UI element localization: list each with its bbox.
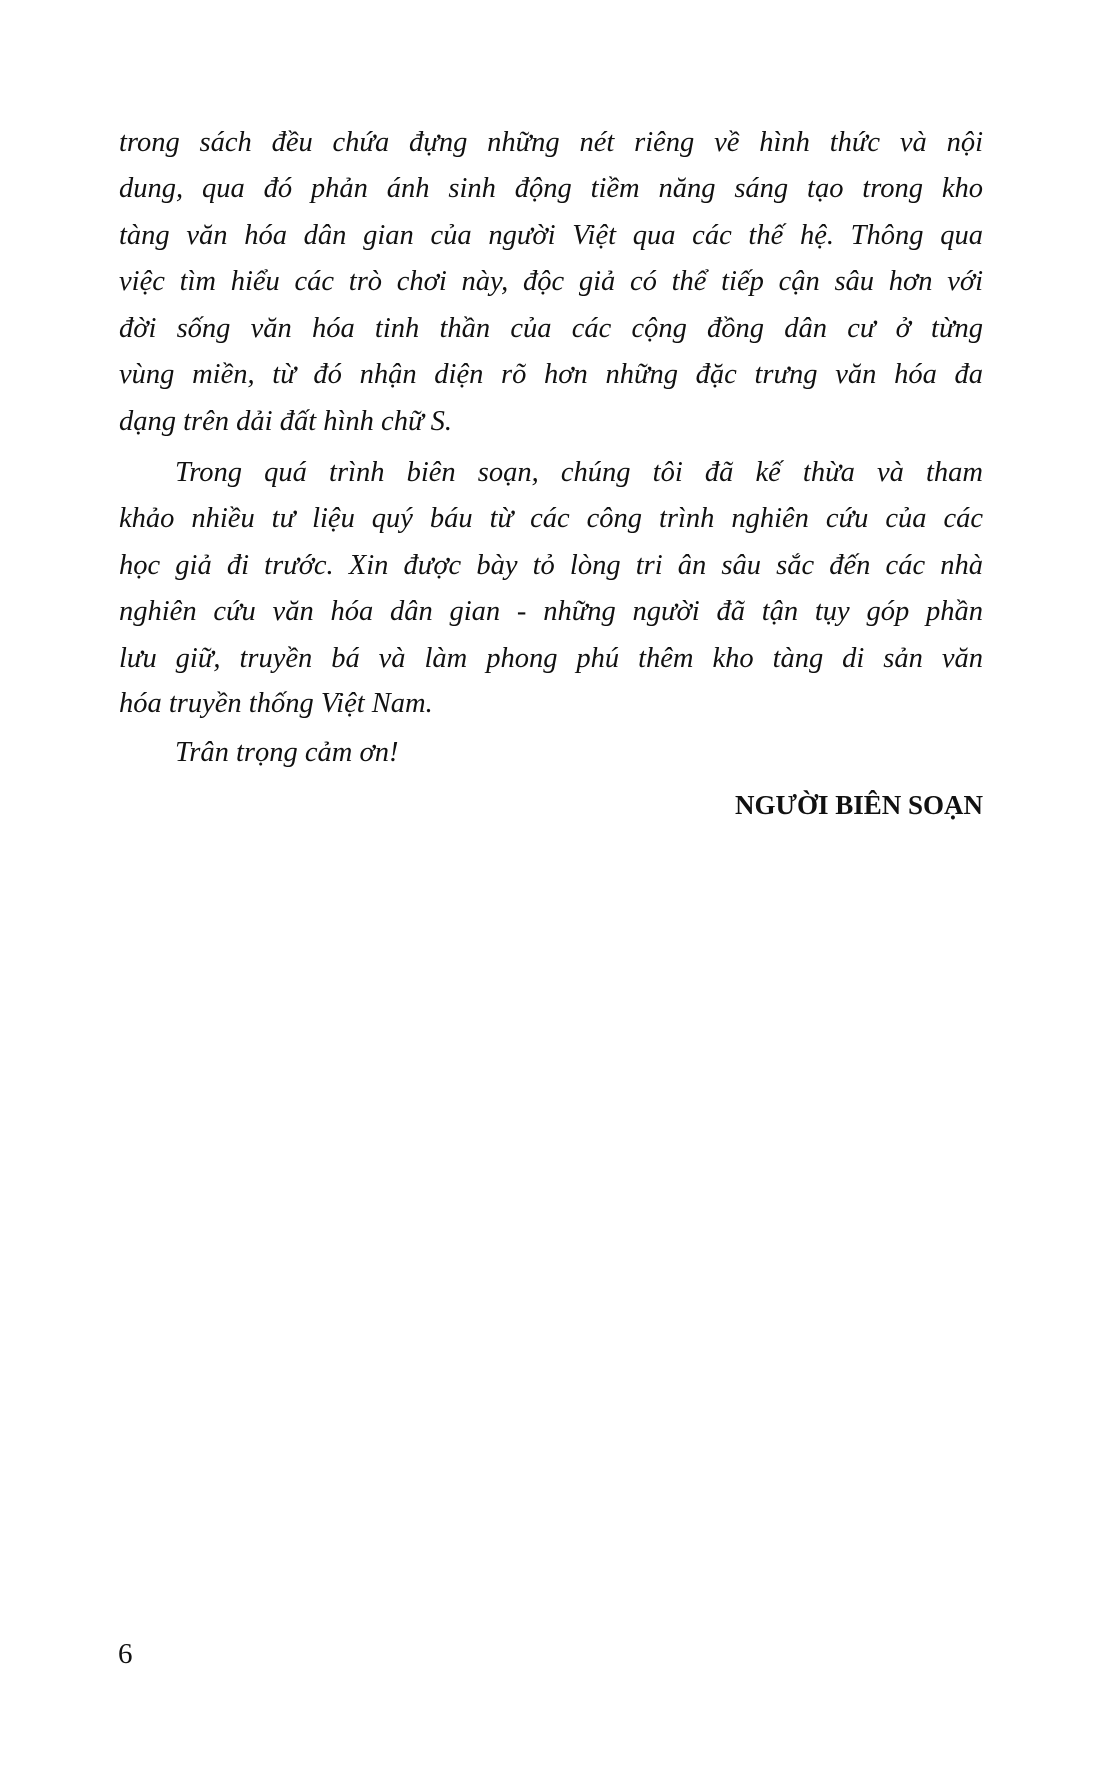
author-signature: NGƯỜI BIÊN SOẠN xyxy=(734,790,983,820)
text-line: đời sống văn hóa tinh thần của các cộng đồng dân cư ở từng xyxy=(119,313,983,344)
text-line: tàng văn hóa dân gian của người Việt qua các thế hệ. Thông qua xyxy=(119,220,983,251)
text-line: nghiên cứu văn hóa dân gian - những người đã tận tụy góp phần xyxy=(119,596,983,627)
closing-line: Trân trọng cảm ơn! xyxy=(175,737,399,768)
text-line: trong sách đều chứa đựng những nét riêng về hình thức và nội xyxy=(119,127,983,158)
text-line: khảo nhiều tư liệu quý báu từ các công trình nghiên cứu của các xyxy=(119,503,983,534)
text-line: vùng miền, từ đó nhận diện rõ hơn những đặc trưng văn hóa đa xyxy=(119,359,983,390)
text-line: học giả đi trước. Xin được bày tỏ lòng tri ân sâu sắc đến các nhà xyxy=(119,550,983,581)
text-line: dung, qua đó phản ánh sinh động tiềm năng sáng tạo trong kho xyxy=(119,173,983,204)
text-line: việc tìm hiểu các trò chơi này, độc giả có thể tiếp cận sâu hơn với xyxy=(119,266,983,297)
text-line: dạng trên dải đất hình chữ S. xyxy=(119,406,452,437)
text-line: lưu giữ, truyền bá và làm phong phú thêm kho tàng di sản văn xyxy=(119,643,983,674)
text-line: Trong quá trình biên soạn, chúng tôi đã kế thừa và tham xyxy=(175,457,983,488)
page-number: 6 xyxy=(118,1638,133,1670)
text-line: hóa truyền thống Việt Nam. xyxy=(119,688,433,719)
